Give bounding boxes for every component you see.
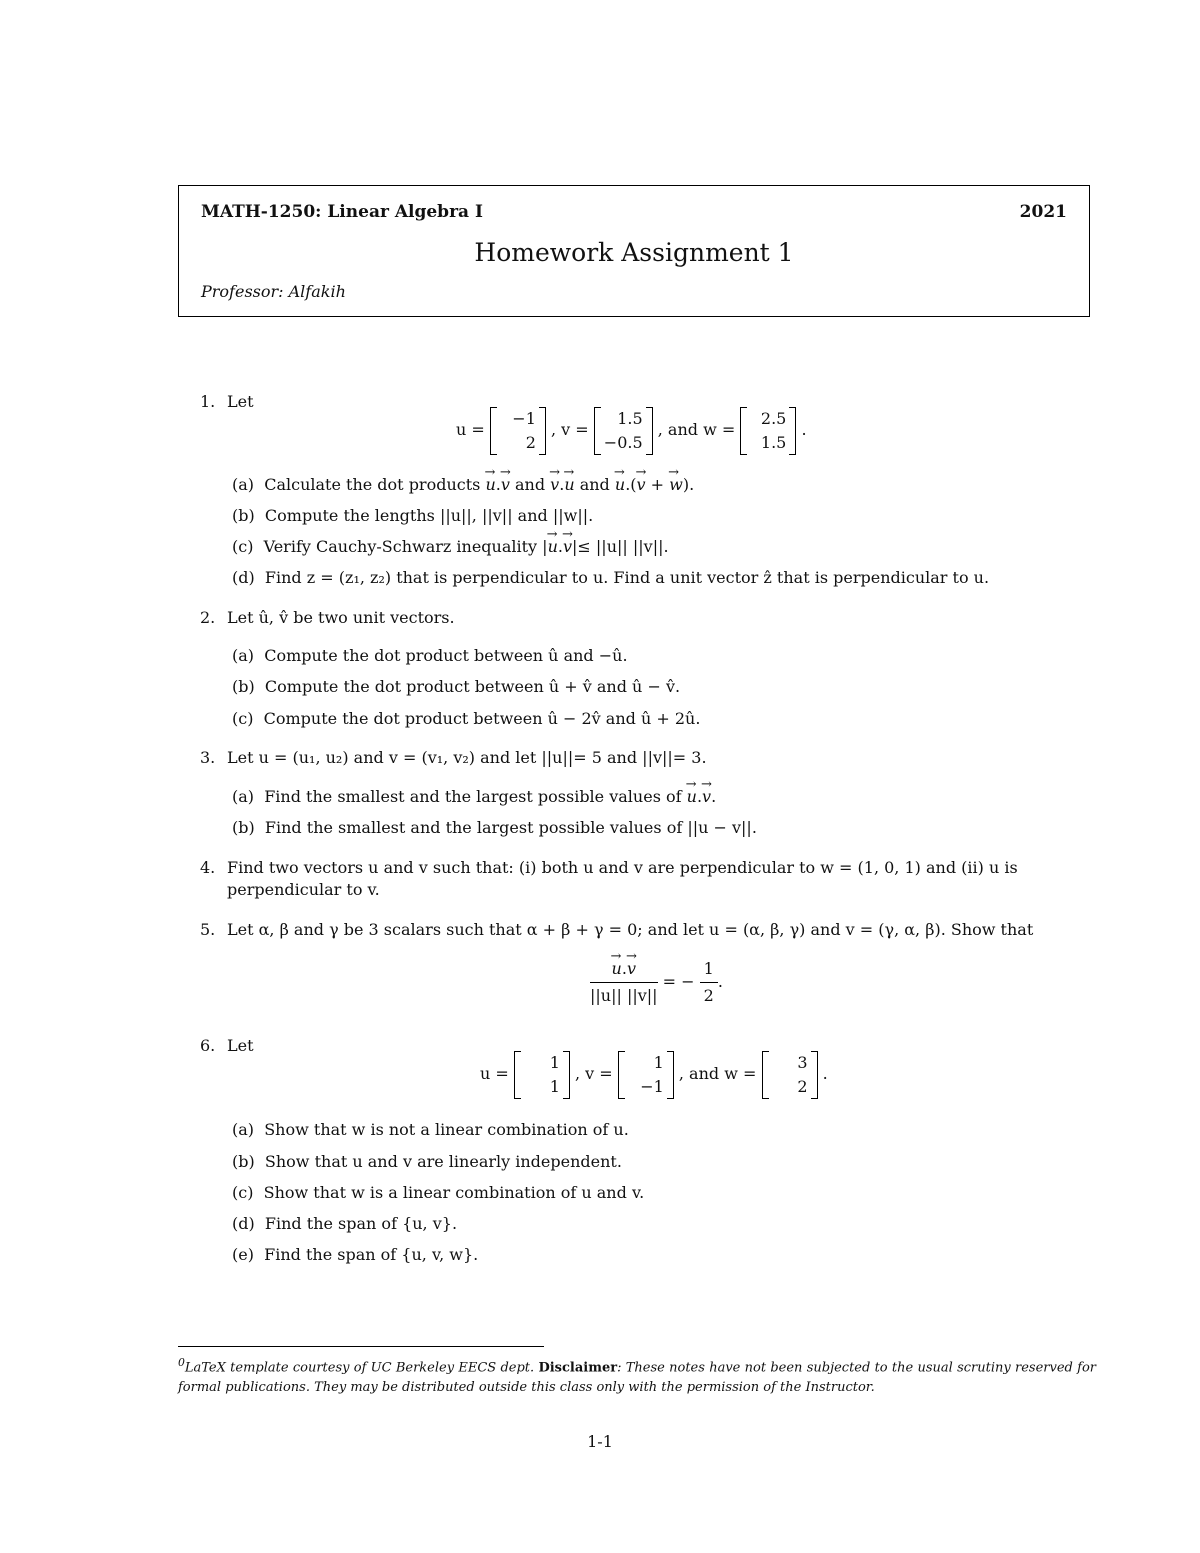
rhs-fraction: $\frac{1}{2}$ bbox=[700, 958, 718, 1007]
problem-3a: (a) Find the smallest and the largest possible values of → u.→ v. bbox=[232, 787, 716, 807]
problem-1d: (d) Find z = (z₁, z₂) that is perpendicular to u. Find a unit vector ẑ that is perpendicular to u. bbox=[232, 568, 990, 587]
problem-2b: (b) Compute the dot product between û + v̂ and û − v̂. bbox=[232, 677, 681, 696]
problem-6c: (c) Show that w is a linear combination of u and v. bbox=[232, 1183, 645, 1202]
header-box bbox=[178, 185, 1090, 317]
problem-5-number: 5. bbox=[200, 920, 216, 939]
problem-1-number: 1. bbox=[200, 392, 216, 411]
problem-6d: (d) Find the span of {u, v}. bbox=[232, 1214, 458, 1233]
problem-2c: (c) Compute the dot product between û − 2v̂ and û + 2û. bbox=[232, 709, 701, 728]
problem-1c: (c) Verify Cauchy-Schwarz inequality |→ u.→ v|≤ ||u|| ||v||. bbox=[232, 537, 669, 557]
problem-6-lead: Let bbox=[227, 1036, 254, 1055]
course-title: MATH-1250: Linear Algebra I bbox=[201, 202, 483, 222]
w-label: , and w = bbox=[657, 420, 736, 439]
u-matrix: −1 2 bbox=[490, 407, 546, 455]
problem-6-vectors: u = 1 1 , v = 1 −1 , and w = 3 2 . bbox=[480, 1050, 828, 1099]
w-matrix: 3 2 bbox=[762, 1051, 818, 1099]
problem-6e: (e) Find the span of {u, v, w}. bbox=[232, 1245, 479, 1264]
problem-4-line1: Find two vectors u and v such that: (i) both u and v are perpendicular to w = (1, 0, 1) and (ii) u is bbox=[227, 858, 1018, 877]
problem-4-number: 4. bbox=[200, 858, 216, 877]
u-label: u = bbox=[456, 420, 485, 439]
problem-1-vectors: u = −1 2 , v = 1.5 −0.5 , and w = 2.5 1.5 . bbox=[456, 406, 807, 455]
year: 2021 bbox=[1019, 202, 1067, 222]
u-matrix: 1 1 bbox=[514, 1051, 570, 1099]
footnote-rule bbox=[178, 1346, 544, 1347]
problem-5-text: Let α, β and γ be 3 scalars such that α + β + γ = 0; and let u = (α, β, γ) and v = (γ, α, β). Show that bbox=[227, 920, 1034, 939]
problem-2a: (a) Compute the dot product between û and −û. bbox=[232, 646, 628, 665]
professor: Professor: Alfakih bbox=[201, 282, 346, 301]
problem-3-number: 3. bbox=[200, 748, 216, 767]
problem-5-equation: → $\frac{u.\to v}{||u|| ||v||}$ = − $\frac{1}{2}$ . bbox=[590, 958, 723, 1007]
problem-2-text: Let û, v̂ be two unit vectors. bbox=[227, 608, 455, 627]
v-matrix: 1.5 −0.5 bbox=[594, 407, 653, 455]
problem-1b: (b) Compute the lengths ||u||, ||v|| and ||w||. bbox=[232, 506, 594, 525]
problem-4-line2: perpendicular to v. bbox=[227, 880, 380, 899]
problem-1-lead: Let bbox=[227, 392, 254, 411]
problem-1a: (a) Calculate the dot products → u.→ v and → v.→ u and → u.(→ v + → w). bbox=[232, 475, 694, 495]
assignment-title: Homework Assignment 1 bbox=[474, 238, 794, 267]
problem-2-number: 2. bbox=[200, 608, 216, 627]
footnote: $^0$LaTeX template courtesy of UC Berkeley EECS dept. Disclaimer: These notes have not been subjected to the usual scrutiny reserved for formal publications. They may be distributed outside this class only with the permission of the Instructor. bbox=[178, 1356, 1096, 1396]
problem-6a: (a) Show that w is not a linear combination of u. bbox=[232, 1120, 629, 1139]
w-matrix: 2.5 1.5 bbox=[740, 407, 796, 455]
v-label: , v = bbox=[550, 420, 589, 439]
problem-3-text: Let u = (u₁, u₂) and v = (v₁, v₂) and let ||u||= 5 and ||v||= 3. bbox=[227, 748, 707, 767]
lhs-fraction: → $\frac{u.\to v}{||u|| ||v||}$ bbox=[590, 958, 658, 1007]
page-number: 1-1 bbox=[587, 1432, 613, 1451]
problem-3b: (b) Find the smallest and the largest possible values of ||u − v||. bbox=[232, 818, 757, 837]
problem-6-number: 6. bbox=[200, 1036, 216, 1055]
problem-6b: (b) Show that u and v are linearly independent. bbox=[232, 1152, 622, 1171]
v-matrix: 1 −1 bbox=[618, 1051, 674, 1099]
